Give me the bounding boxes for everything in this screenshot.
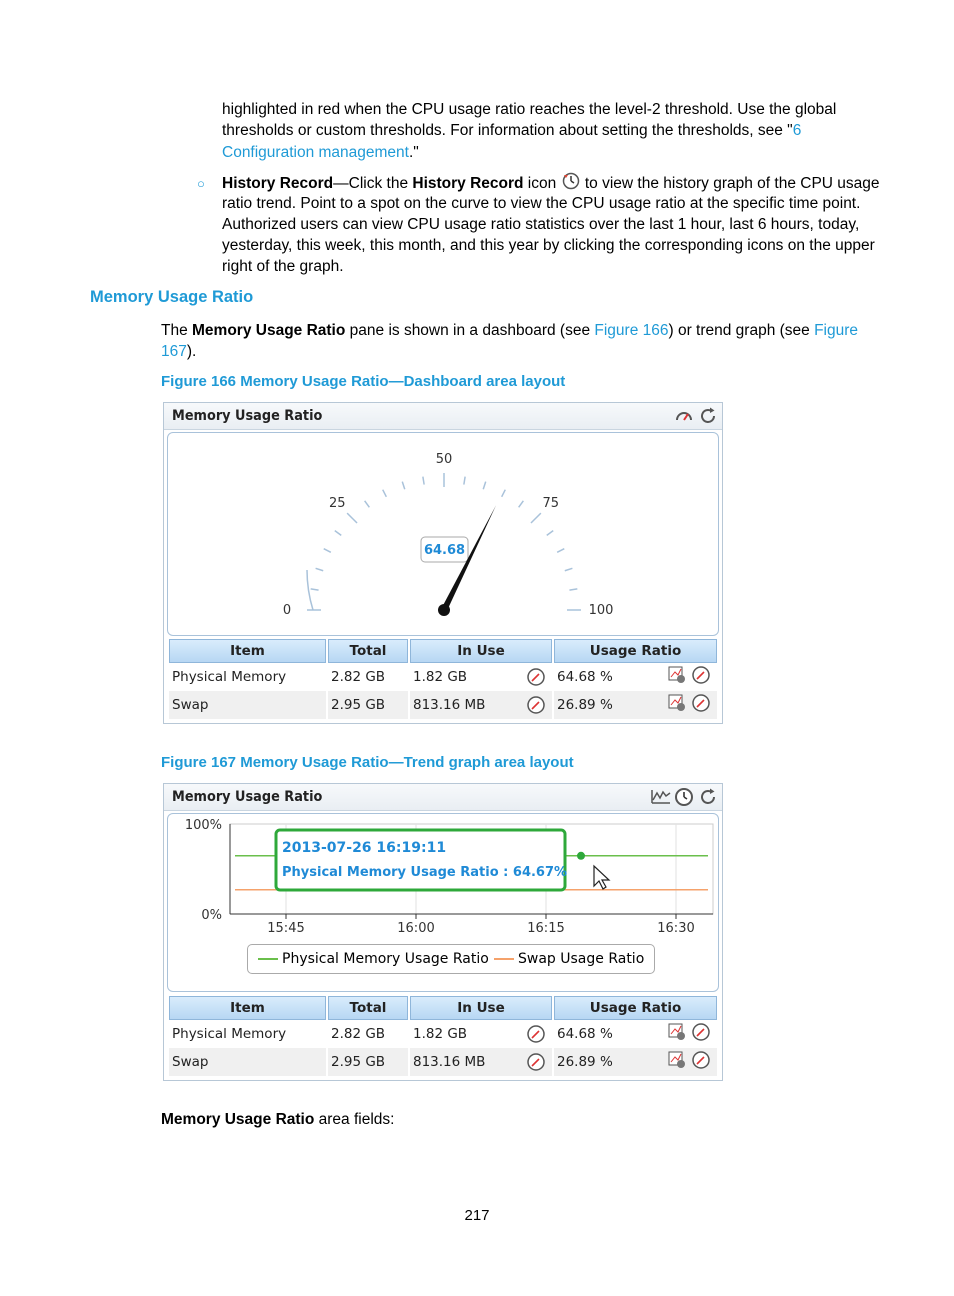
body-line — [222, 120, 801, 141]
gauge-tick — [547, 531, 553, 536]
cell-usage-ratio — [554, 1048, 717, 1076]
body-text: The — [161, 322, 193, 339]
panel-header — [164, 784, 722, 811]
x-tick-label: 15:45 — [267, 921, 305, 936]
term-memory-usage-ratio: Memory Usage Ratio — [161, 1111, 315, 1128]
cell-item: Physical Memory — [172, 669, 287, 685]
body-line — [222, 142, 419, 163]
gauge-tick — [365, 501, 370, 507]
gauge-icon[interactable] — [526, 1024, 546, 1044]
bullet-marker: ○ — [197, 176, 205, 191]
body-text: ." — [408, 144, 419, 161]
trend-tooltip — [276, 830, 567, 890]
cell-usage-ratio — [554, 1020, 717, 1048]
cell-item: Swap — [169, 691, 326, 719]
dashboard-panel — [163, 402, 723, 724]
body-text: —Click the — [333, 175, 413, 192]
body-line: highlighted in red when the CPU usage ratio reaches the level-2 threshold. Use the global — [222, 101, 837, 118]
legend-swatch-physical — [258, 958, 278, 960]
config-icon[interactable] — [667, 1050, 687, 1070]
trend-panel — [163, 783, 723, 1081]
gauge-tick — [483, 482, 485, 490]
ratio-value: 26.89 % — [557, 697, 613, 713]
cell-total: 2.95 GB — [328, 691, 408, 719]
table-row — [169, 663, 717, 691]
body-text: to view the history graph of the CPU usage — [580, 175, 880, 192]
gauge-tick — [519, 501, 524, 507]
cell-usage-ratio — [554, 691, 717, 719]
history-record-icon — [561, 172, 581, 188]
gauge-label: 0 — [282, 603, 292, 618]
col-header-item: Item — [169, 639, 326, 663]
x-tick-label: 16:30 — [657, 921, 695, 936]
link-figure-166[interactable]: Figure 166 — [594, 322, 669, 339]
panel-title: Memory Usage Ratio — [172, 408, 323, 424]
bullet-line: ratio trend. Point to a spot on the curve to view the CPU usage ratio at the specific time point. — [222, 195, 861, 212]
panel-title: Memory Usage Ratio — [172, 789, 323, 805]
in-use-value: 813.16 MB — [413, 697, 486, 713]
table-row — [169, 691, 717, 719]
cell-in-use — [410, 663, 552, 691]
link-figure-167[interactable]: Figure — [814, 322, 859, 339]
trend-legend — [247, 944, 655, 974]
col-header-total: Total — [328, 639, 408, 663]
cell-total: 2.82 GB — [331, 1026, 386, 1042]
refresh-icon[interactable] — [698, 406, 718, 426]
cell-item: Swap — [169, 1048, 326, 1076]
body-text: thresholds or custom thresholds. For information about setting the thresholds, see " — [222, 122, 793, 139]
body-text: area fields: — [314, 1111, 395, 1128]
tooltip-text: Physical Memory Usage Ratio : 64.67% — [282, 865, 568, 880]
in-use-value: 813.16 MB — [413, 1054, 486, 1070]
gauge-tick — [311, 589, 319, 590]
bullet-line: yesterday, this week, this month, and this year by clicking the corresponding icons on the upper — [222, 237, 875, 254]
gauge-tick — [402, 482, 404, 490]
gauge-label: 25 — [328, 496, 346, 512]
y-tick-label: 100% — [184, 818, 222, 833]
cell-in-use — [410, 691, 552, 719]
config-icon[interactable] — [667, 665, 687, 685]
link-figure-167[interactable]: 167 — [161, 343, 187, 360]
panel-header — [164, 403, 722, 430]
term-history-record: History Record — [412, 175, 524, 192]
dashboard-icon[interactable] — [674, 406, 694, 426]
gauge-icon[interactable] — [691, 693, 711, 713]
gauge-icon[interactable] — [526, 695, 546, 715]
col-header-in-use: In Use — [410, 639, 552, 663]
col-header-in-use: In Use — [410, 996, 552, 1020]
intro-line — [161, 320, 858, 341]
gauge-tick — [502, 490, 506, 497]
section-heading: Memory Usage Ratio — [90, 288, 254, 306]
gauge-label: 100 — [588, 603, 614, 618]
gauge-tick — [383, 490, 387, 497]
config-icon[interactable] — [667, 1022, 687, 1042]
config-icon[interactable] — [667, 693, 687, 713]
body-text: icon — [523, 175, 561, 192]
gauge-label: 75 — [542, 496, 560, 512]
y-tick-label: 0% — [201, 908, 222, 923]
cell-item: Physical Memory — [172, 1026, 287, 1042]
link-6[interactable]: 6 — [792, 122, 802, 139]
col-header-usage-ratio: Usage Ratio — [554, 639, 717, 663]
gauge-tick — [324, 549, 331, 553]
gauge-hub — [438, 604, 450, 616]
bullet-line: right of the graph. — [222, 258, 344, 275]
x-tick-label: 16:00 — [397, 921, 435, 936]
gauge-tick — [335, 531, 341, 536]
col-header-total: Total — [328, 996, 408, 1020]
gauge-tick — [347, 513, 357, 523]
in-use-value: 1.82 GB — [413, 1026, 468, 1042]
gauge-tick — [565, 568, 573, 570]
cell-total: 2.82 GB — [331, 669, 386, 685]
gauge-icon[interactable] — [526, 1052, 546, 1072]
tooltip-time: 2013-07-26 16:19:11 — [282, 840, 447, 856]
gauge-tick — [531, 513, 541, 523]
link-configuration-management[interactable]: Configuration management — [222, 144, 409, 161]
ratio-value: 64.68 % — [557, 1026, 613, 1042]
x-tick-label: 16:15 — [527, 921, 565, 936]
gauge-icon[interactable] — [691, 1050, 711, 1070]
trend-area — [167, 813, 719, 992]
cell-in-use — [410, 1048, 552, 1076]
memory-table — [167, 639, 719, 719]
gauge-icon[interactable] — [691, 665, 711, 685]
table-row — [169, 1048, 717, 1076]
body-text: ). — [186, 343, 197, 360]
gauge-tick — [316, 568, 324, 570]
cell-total: 2.95 GB — [328, 1048, 408, 1076]
gauge-labels — [283, 452, 614, 618]
bullet-line: Authorized users can view CPU usage ratio statistics over the last 1 hour, last 6 hours, today, — [222, 216, 860, 233]
gauge-area — [167, 432, 719, 636]
intro-line — [161, 341, 196, 362]
gauge-tick — [569, 589, 577, 590]
legend-label-swap: Swap Usage Ratio — [518, 951, 645, 967]
cell-usage-ratio — [554, 663, 717, 691]
body-text: ) or trend graph (see — [668, 322, 815, 339]
refresh-icon[interactable] — [698, 787, 718, 807]
gauge-tick — [423, 477, 424, 485]
trend-icon[interactable] — [650, 787, 670, 807]
gauge-value-label: 64.68 — [423, 543, 466, 558]
fields-line — [161, 1109, 394, 1130]
legend-label-physical: Physical Memory Usage Ratio — [282, 951, 489, 967]
clock-icon[interactable] — [674, 787, 694, 807]
bullet-line — [222, 172, 880, 194]
body-text: pane is shown in a dashboard (see — [345, 322, 595, 339]
memory-gauge — [168, 433, 718, 635]
col-header-item: Item — [169, 996, 326, 1020]
trend-chart — [168, 814, 718, 940]
memory-table — [167, 996, 719, 1076]
col-header-usage-ratio: Usage Ratio — [554, 996, 717, 1020]
gauge-icon[interactable] — [691, 1022, 711, 1042]
legend-swatch-swap — [494, 958, 514, 960]
ratio-value: 26.89 % — [557, 1054, 613, 1070]
gauge-value-box — [421, 537, 468, 562]
table-row — [169, 1020, 717, 1048]
cell-in-use — [410, 1020, 552, 1048]
term-history-record: History Record — [222, 175, 334, 192]
gauge-tick — [464, 477, 465, 485]
gauge-icon[interactable] — [526, 667, 546, 687]
page-number: 217 — [464, 1207, 490, 1224]
in-use-value: 1.82 GB — [413, 669, 468, 685]
ratio-value: 64.68 % — [557, 669, 613, 685]
gauge-tick — [557, 549, 564, 553]
gauge-label: 50 — [435, 452, 453, 467]
figure-167-caption: Figure 167 Memory Usage Ratio—Trend graph area layout — [161, 754, 574, 771]
term-memory-usage-ratio: Memory Usage Ratio — [192, 322, 346, 339]
figure-166-caption: Figure 166 Memory Usage Ratio—Dashboard area layout — [161, 373, 566, 390]
hover-point — [577, 852, 585, 860]
